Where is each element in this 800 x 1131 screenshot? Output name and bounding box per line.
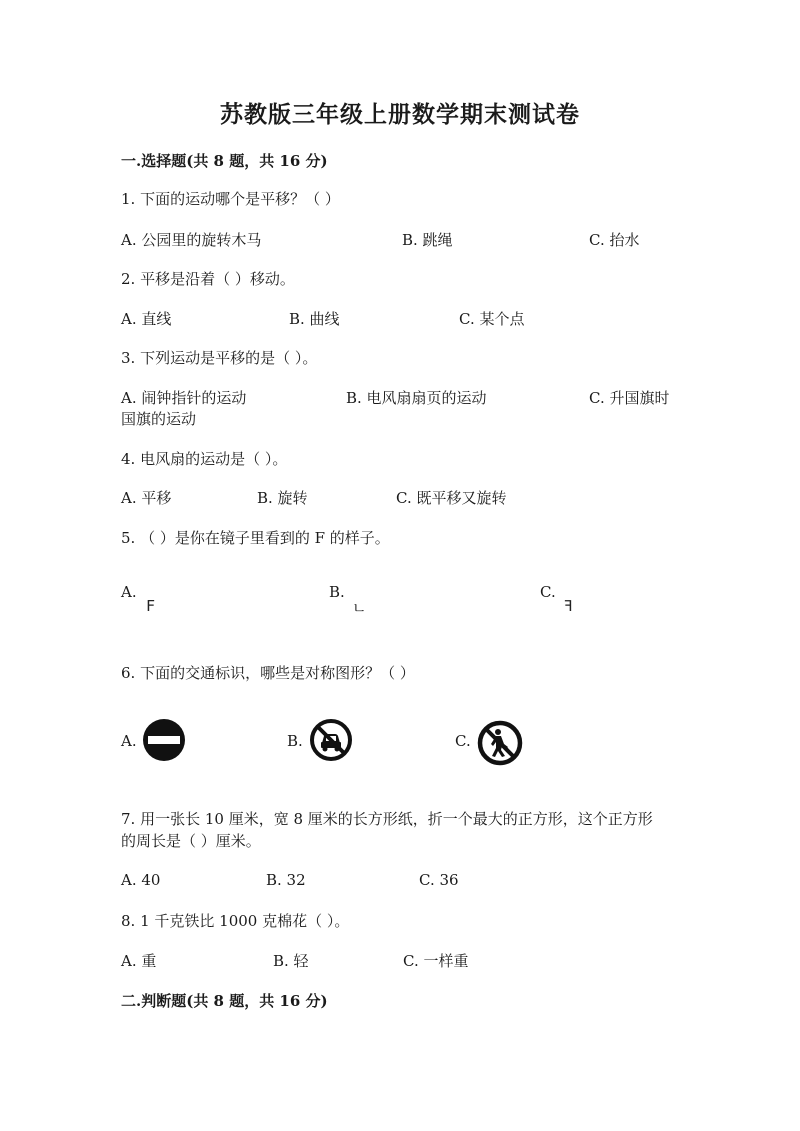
- question-8-option-a: A. 重: [121, 952, 157, 970]
- question-6-option-c: C.: [455, 732, 471, 750]
- question-8: 8. 1 千克铁比 1000 克棉花（ ）。: [121, 912, 350, 930]
- question-7-line-2: 的周长是（ ）厘米。: [121, 832, 261, 850]
- question-8-option-b: B. 轻: [273, 952, 309, 970]
- question-4-option-c: C. 既平移又旋转: [396, 489, 507, 507]
- page-title: 苏教版三年级上册数学期末测试卷: [220, 101, 580, 128]
- mirror-f-glyph-a: F: [146, 597, 156, 615]
- question-2-option-b: B. 曲线: [289, 310, 340, 328]
- question-8-option-c: C. 一样重: [403, 952, 469, 970]
- no-motor-vehicles-sign-icon: [309, 718, 353, 762]
- question-6: 6. 下面的交通标识，哪些是对称图形？（ ）: [121, 664, 415, 682]
- section-heading-judgement: 二.判断题(共 8 题，共 16 分): [121, 992, 328, 1010]
- question-6-option-b: B.: [287, 732, 303, 750]
- question-5-option-a: A.: [121, 583, 137, 601]
- question-3: 3. 下列运动是平移的是（ ）。: [121, 349, 318, 367]
- section-heading-choice: 一.选择题(共 8 题，共 16 分): [121, 152, 328, 170]
- question-7-line-1: 7. 用一张长 10 厘米，宽 8 厘米的长方形纸，折一个最大的正方形，这个正方形: [121, 810, 653, 828]
- question-5-option-b: B.: [329, 583, 345, 601]
- question-6-option-a: A.: [121, 732, 137, 750]
- question-7-option-b: B. 32: [266, 871, 306, 889]
- question-2-option-c: C. 某个点: [459, 310, 525, 328]
- question-1-option-a: A. 公园里的旋转木马: [121, 231, 262, 249]
- question-4-option-b: B. 旋转: [257, 489, 308, 507]
- mirror-f-glyph-b: ㄴ: [352, 599, 367, 617]
- question-1-option-c: C. 抬水: [589, 231, 640, 249]
- question-2-option-a: A. 直线: [121, 310, 172, 328]
- question-7: [121, 808, 691, 852]
- question-3-option-c-continued: 国旗的运动: [121, 410, 197, 428]
- question-3-option-b: B. 电风扇扇页的运动: [346, 389, 487, 407]
- question-7-option-a: A. 40: [121, 871, 161, 889]
- question-1: 1. 下面的运动哪个是平移？（ ）: [121, 190, 340, 208]
- question-1-option-b: B. 跳绳: [402, 231, 453, 249]
- question-4-option-a: A. 平移: [121, 489, 172, 507]
- question-3-option-a: A. 闹钟指针的运动: [121, 389, 247, 407]
- no-entry-sign-icon: [142, 718, 186, 762]
- no-pedestrians-sign-icon: [477, 720, 523, 766]
- question-5: 5. （ ）是你在镜子里看到的 F 的样子。: [121, 529, 390, 547]
- mirror-f-glyph-c: ꟻ: [564, 597, 573, 615]
- question-4: 4. 电风扇的运动是（ ）。: [121, 450, 288, 468]
- question-7-option-c: C. 36: [419, 871, 459, 889]
- question-2: 2. 平移是沿着（ ）移动。: [121, 270, 295, 288]
- question-3-option-c: C. 升国旗时: [589, 389, 670, 407]
- question-5-option-c: C.: [540, 583, 556, 601]
